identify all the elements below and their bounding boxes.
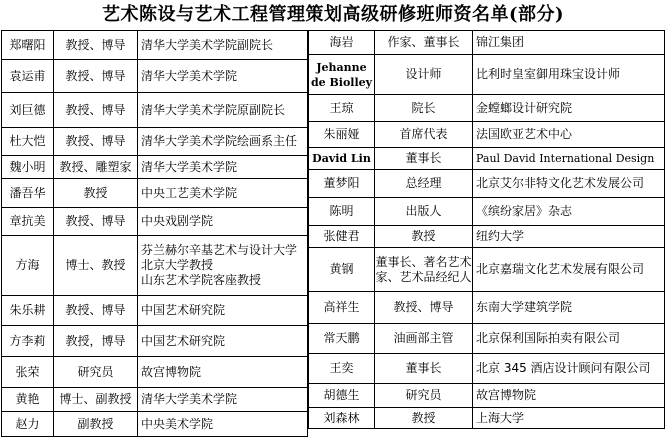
faculty-title: 作家、董事长 [375,31,473,54]
faculty-name: 方海 [2,236,54,295]
faculty-organization [138,31,308,59]
faculty-name: David Lin [309,148,375,169]
organization-line: 芬兰赫尔辛基艺术与设计大学 [141,243,298,257]
table-row [2,388,308,412]
table-row [2,326,308,357]
table-row [309,122,665,148]
faculty-organization [473,408,665,428]
faculty-name: 杜大恺 [2,128,54,155]
table-row [2,128,308,156]
faculty-title: 设计师 [375,55,473,94]
faculty-title: 教授、博导 [54,31,138,59]
faculty-name: 胡德生 [309,384,375,407]
table-row [2,296,308,326]
faculty-name: 朱乐耕 [2,296,54,325]
organization-line: 纽约大学 [476,229,525,243]
organization-line: 比利时皇室御用珠宝设计师 [476,67,621,81]
organization-line: 故宫博物院 [476,388,537,402]
organization-line: 清华大学美术学院 [141,392,238,406]
faculty-title: 博士、教授 [54,236,138,295]
faculty-name: 袁运甫 [2,60,54,92]
table-row [309,292,665,324]
faculty-name: Jehanne de Biolley [309,55,375,94]
faculty-organization [138,93,308,127]
faculty-name: 黄艳 [2,388,54,411]
table-row [2,357,308,388]
faculty-table-left [1,30,308,437]
faculty-title: 研究员 [54,357,138,387]
faculty-title: 教授 [375,226,473,247]
faculty-name: 章抗美 [2,208,54,235]
faculty-name: 郑曙阳 [2,31,54,59]
faculty-title: 教授 [375,408,473,428]
faculty-title: 院长 [375,95,473,121]
faculty-title: 教授、博导 [54,208,138,235]
faculty-name: 陈明 [309,198,375,225]
organization-line: 上海大学 [476,410,525,425]
faculty-name: 赵力 [2,412,54,436]
organization-line: 《缤纷家居》杂志 [476,204,573,218]
table-row [2,156,308,179]
faculty-title: 首席代表 [375,122,473,147]
faculty-title: 董事长、著名艺术家、艺术品经纪人 [375,248,473,291]
organization-line: 清华大学美术学院副院长 [141,37,274,52]
faculty-organization [138,179,308,207]
table-row [2,236,308,296]
organization-line: 金螳螂设计研究院 [476,100,573,115]
faculty-name: 刘巨德 [2,93,54,127]
faculty-organization [473,354,665,383]
organization-line: 清华大学美术学院 [141,159,238,174]
faculty-organization [138,156,308,178]
faculty-organization [138,326,308,356]
faculty-name: 董梦阳 [309,170,375,197]
organization-line: 清华大学美术学院原副院长 [141,102,286,117]
table-row [2,179,308,208]
faculty-title: 研究员 [375,384,473,407]
table-row [309,95,665,122]
table-row [309,170,665,198]
faculty-organization [138,357,308,387]
faculty-title: 副教授 [54,412,138,436]
table-row [309,324,665,354]
faculty-organization [473,31,665,54]
table-row [309,248,665,292]
faculty-title: 教授 [54,179,138,207]
organization-line: 北京艾尔非特文化艺术发展公司 [476,176,645,190]
faculty-name: 高祥生 [309,292,375,323]
organization-line: 北京嘉瑞文化艺术发展有限公司 [476,262,645,276]
table-row [2,208,308,236]
table-row [309,354,665,384]
faculty-organization [473,248,665,291]
faculty-name: 魏小明 [2,156,54,178]
table-row [309,384,665,408]
faculty-title: 董事长 [375,148,473,169]
faculty-organization [473,324,665,353]
faculty-organization [138,296,308,325]
faculty-organization [473,292,665,323]
faculty-name: 张荣 [2,357,54,387]
faculty-name: 潘吾华 [2,179,54,207]
faculty-organization [138,208,308,235]
faculty-organization [138,412,308,436]
table-row [309,148,665,170]
faculty-name: 海岩 [309,31,375,54]
organization-line: 东南大学建筑学院 [476,300,573,314]
organization-line: 故宫博物院 [141,364,202,379]
organization-line: 北京 345 酒店设计顾问有限公司 [476,361,651,375]
organization-line: 中国艺术研究院 [141,333,226,348]
table-row [309,408,665,429]
faculty-name: 黄钢 [309,248,375,291]
faculty-organization [473,198,665,225]
faculty-title: 董事长 [375,354,473,383]
faculty-title: 博士、副教授 [54,388,138,411]
faculty-title: 教授、博导 [54,296,138,325]
faculty-organization [138,128,308,155]
faculty-name: 朱丽娅 [309,122,375,147]
faculty-title: 教授，博导 [54,326,138,356]
organization-line: Paul David International Design [476,152,655,165]
faculty-table-right [308,30,665,429]
organization-line: 法国欧亚艺术中心 [476,127,573,141]
organization-line: 中央工艺美术学院 [141,185,238,200]
faculty-organization [473,148,665,169]
faculty-name: 王琼 [309,95,375,121]
organization-line: 中央美术学院 [141,416,214,431]
table-row [309,31,665,55]
faculty-title: 教授、博导 [54,60,138,92]
faculty-title: 教授、雕塑家 [54,156,138,178]
organization-line: 中国艺术研究院 [141,303,226,317]
faculty-name: 张健君 [309,226,375,247]
faculty-organization [473,170,665,197]
table-row [2,60,308,93]
faculty-title: 教授、博导 [54,128,138,155]
faculty-title: 油画部主管 [375,324,473,353]
faculty-organization [138,388,308,411]
organization-line: 山东艺术学院客座教授 [141,273,262,287]
faculty-organization [138,236,308,295]
faculty-organization [473,122,665,147]
table-row [309,226,665,248]
table-row [2,31,308,60]
organization-line: 中央戏剧学院 [141,214,214,228]
organization-line: 北京保利国际拍卖有限公司 [476,331,621,345]
faculty-title: 教授、博导 [375,292,473,323]
faculty-organization [473,55,665,94]
faculty-name: 王奕 [309,354,375,383]
faculty-name: 常天鹏 [309,324,375,353]
page-title: 艺术陈设与艺术工程管理策划高级研修班师资名单(部分) [101,4,565,25]
faculty-name: 方李莉 [2,326,54,356]
organization-line: 清华大学美术学院绘画系主任 [141,134,298,148]
table-row [2,412,308,437]
table-row [2,93,308,128]
faculty-organization [473,95,665,121]
organization-line: 清华大学美术学院 [141,68,238,83]
table-row [309,55,665,95]
faculty-organization [138,60,308,92]
faculty-title: 教授、博导 [54,93,138,127]
table-row [309,198,665,226]
faculty-organization [473,226,665,247]
faculty-name: 刘森林 [309,408,375,428]
faculty-organization [473,384,665,407]
organization-line: 锦江集团 [476,35,525,49]
faculty-title: 出版人 [375,198,473,225]
organization-line: 北京大学教授 [141,258,214,272]
faculty-title: 总经理 [375,170,473,197]
